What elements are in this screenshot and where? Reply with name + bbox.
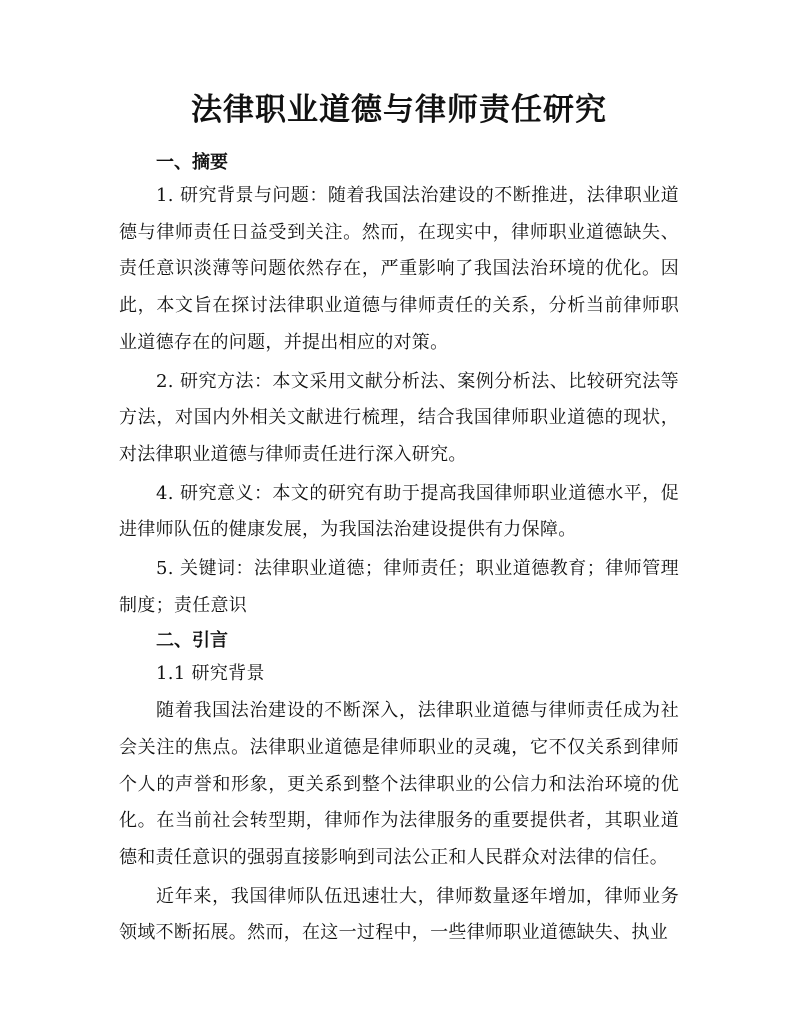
abstract-item-significance: 4. 研究意义：本文的研究有助于提高我国律师职业道德水平，促进律师队伍的健康发展，为我国法治建设提供有力保障。 [119, 482, 679, 541]
intro-paragraph-1: 随着我国法治建设的不断深入，法律职业道德与律师责任成为社会关注的焦点。法律职业道德是律师职业的灵魂，它不仅关系到律师个人的声誉和形象，更关系到整个法律职业的公信力和法治环境的优化。在当前社会转型期，律师作为法律服务的重要提供者，其职业道德和责任意识的强弱直接影响到司法公正和人民群众对法律的信任。 [119, 700, 679, 868]
subsection-heading-background: 1.1 研究背景 [156, 663, 265, 685]
section-heading-introduction: 二、引言 [156, 630, 228, 652]
section-heading-abstract: 一、摘要 [156, 152, 228, 173]
abstract-item-method: 2. 研究方法：本文采用文献分析法、案例分析法、比较研究法等方法，对国内外相关文献进行梳理，结合我国律师职业道德的现状，对法律职业道德与律师责任进行深入研究。 [119, 370, 679, 465]
intro-paragraph-2: 近年来，我国律师队伍迅速壮大，律师数量逐年增加，律师业务领域不断拓展。然而，在这一过程中，一些律师职业道德缺失、执业 [119, 885, 679, 944]
document-content [119, 88, 679, 952]
abstract-item-keywords: 5. 关键词：法律职业道德；律师责任；职业道德教育；律师管理制度；责任意识 [119, 558, 679, 616]
abstract-item-background: 1. 研究背景与问题：随着我国法治建设的不断推进，法律职业道德与律师责任日益受到关注。然而，在现实中，律师职业道德缺失、责任意识淡薄等问题依然存在，严重影响了我国法治环境的优化。因此，本文旨在探讨法律职业道德与律师责任的关系，分析当前律师职业道德存在的问题，并提出相应的对策。 [119, 185, 679, 353]
document-title: 法律职业道德与律师责任研究 [191, 92, 607, 128]
